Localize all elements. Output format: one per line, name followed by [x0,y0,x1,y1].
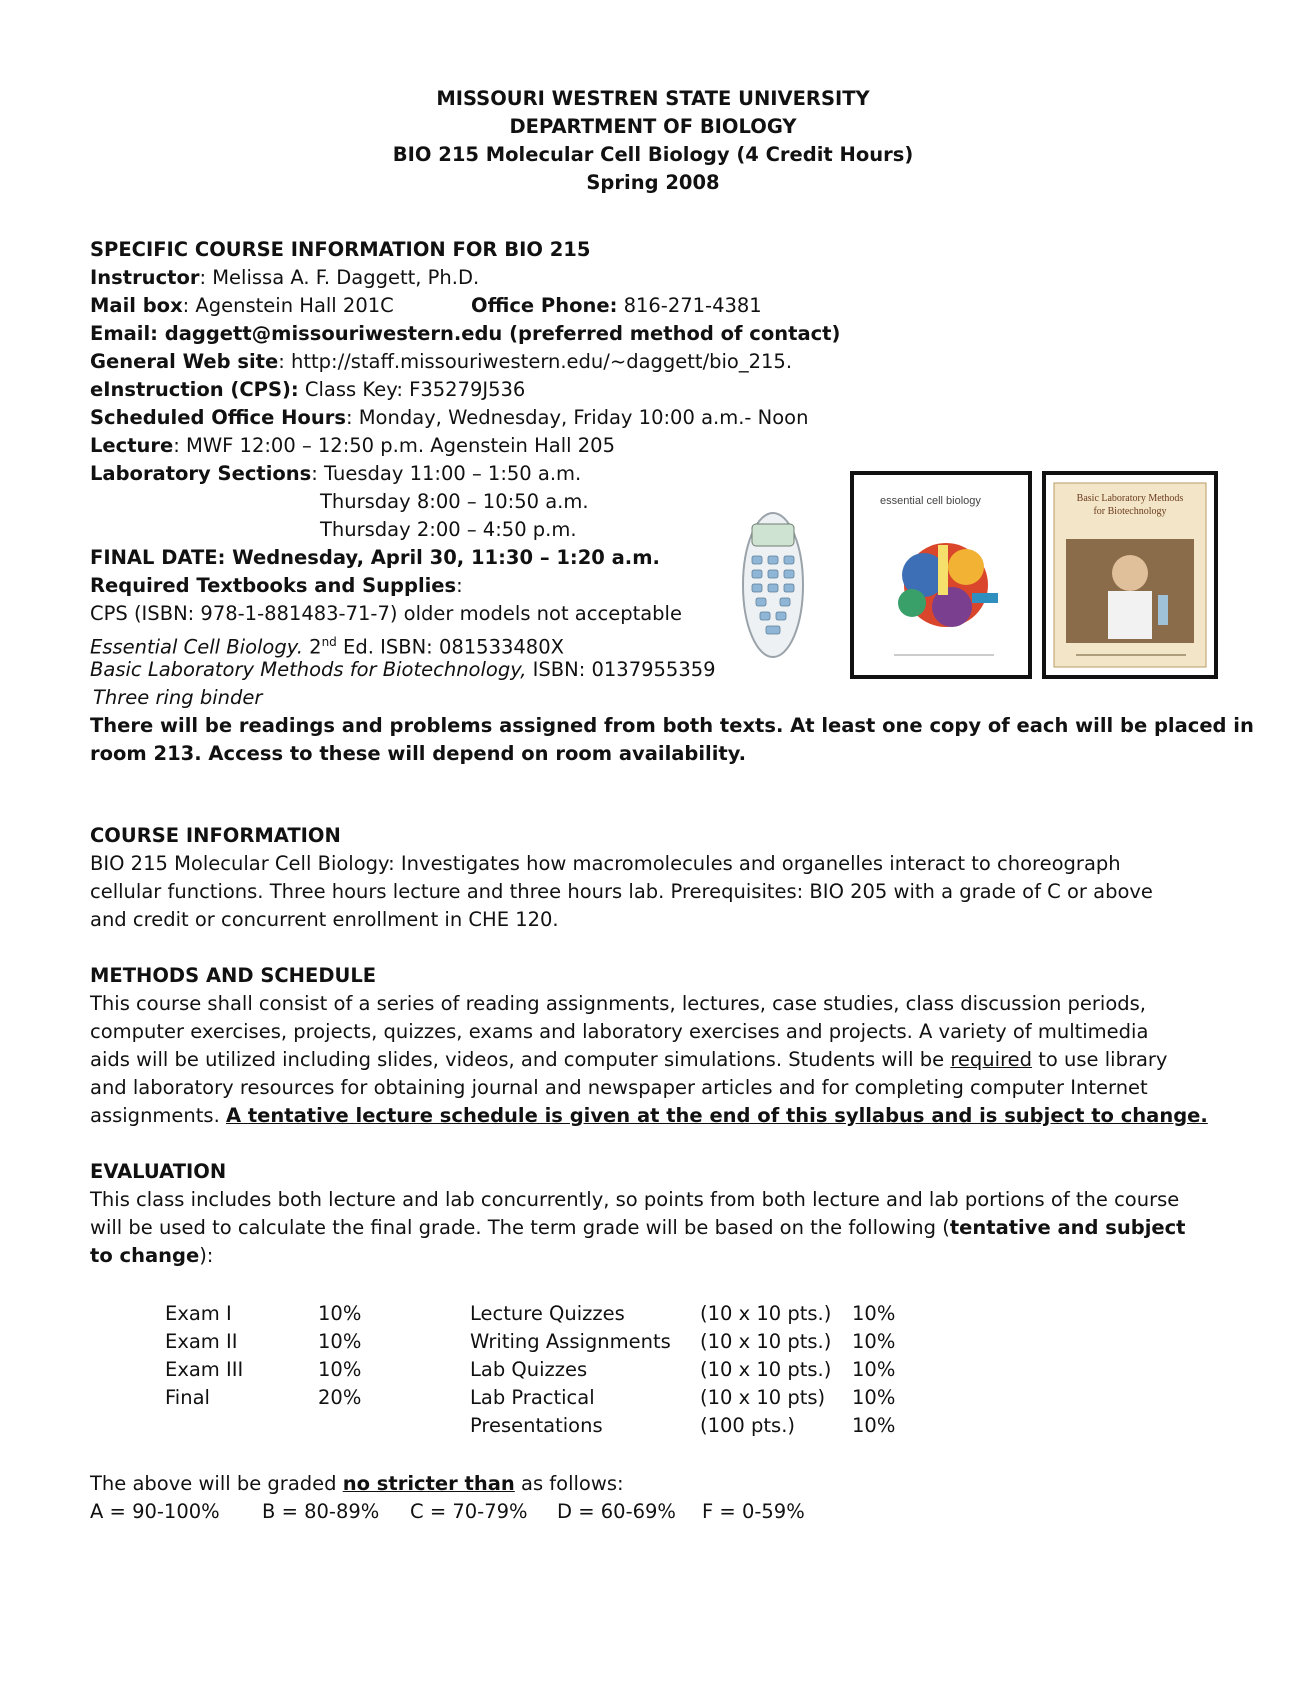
readings-line-1: There will be readings and problems assigned from both texts. At least one copy of each will be placed in [90,714,1254,737]
grade-right-name: Lab Quizzes [470,1358,588,1381]
grade-right-pct: 10% [852,1386,896,1409]
office-hours-line [90,404,808,432]
evaluation-heading: EVALUATION [90,1160,227,1183]
lab-section-3: Thursday 2:00 – 4:50 p.m. [320,518,577,541]
book1-isbn: Ed. ISBN: 081533480X [336,635,564,659]
grade-right-name: Lecture Quizzes [470,1302,625,1325]
web-line [90,348,792,376]
grade-right-pct: 10% [852,1358,896,1381]
book2-cover-text-2: for Biotechnology [1093,506,1167,517]
lab-sections-label: Laboratory Sections [90,462,312,485]
grading-scale-intro-post: as follows: [514,1472,624,1495]
methods-line-3-post: to use library [1032,1048,1168,1071]
book1-cover-image [850,471,1032,679]
grade-b: B = 80-89% [262,1500,380,1523]
book1-title: Essential Cell Biology. [90,635,303,659]
book2-cover-text-1: Basic Laboratory Methods [1076,493,1184,504]
grade-left-name: Exam III [165,1358,244,1381]
grade-left-pct: 20% [318,1386,362,1409]
mailbox-label: Mail box [90,294,183,317]
lecture-label: Lecture [90,434,174,457]
methods-line-5-pre: assignments. [90,1104,226,1127]
grade-left-name: Final [165,1386,210,1409]
readings-line-2: room 213. Access to these will depend on room availability. [90,742,747,765]
methods-heading: METHODS AND SCHEDULE [90,964,377,987]
evaluation-line-1: This class includes both lecture and lab concurrently, so points from both lecture and lab portions of the course [90,1188,1180,1211]
instructor-line [90,264,479,292]
cps-item-line: CPS (ISBN: 978-1-881483-71-7) older models not acceptable [90,602,682,625]
course-info-line-1: BIO 215 Molecular Cell Biology: Investigates how macromolecules and organelles interact to choreograph [90,852,1121,875]
phone-value: 816-271-4381 [617,294,762,317]
methods-line-2: computer exercises, projects, quizzes, exams and laboratory exercises and projects. A variety of multimedia [90,1020,1149,1043]
grade-c: C = 70-79% [410,1500,528,1523]
grading-scale-no-stricter: no stricter than [342,1472,515,1495]
department-title: DEPARTMENT OF BIOLOGY [509,115,797,138]
grade-right-points: (10 x 10 pts.) [700,1358,832,1381]
grade-right-name: Writing Assignments [470,1330,671,1353]
evaluation-to-change: to change [90,1244,200,1267]
cps-clicker-image [738,510,808,660]
grade-right-points: (10 x 10 pts.) [700,1302,832,1325]
lab-section-1: : Tuesday 11:00 – 1:50 a.m. [311,462,582,485]
evaluation-tentative: tentative and subject [949,1216,1186,1239]
evaluation-line-2 [90,1214,1186,1242]
specific-heading: SPECIFIC COURSE INFORMATION FOR BIO 215 [90,238,591,261]
grade-left-name: Exam I [165,1302,232,1325]
methods-line-3-pre: aids will be utilized including slides, videos, and computer simulations. Students will be [90,1048,951,1071]
course-info-line-3: and credit or concurrent enrollment in CHE 120. [90,908,559,931]
grade-left-pct: 10% [318,1358,362,1381]
book1-edition-sup: nd [321,635,337,649]
course-title: BIO 215 Molecular Cell Biology (4 Credit Hours) [392,143,914,166]
final-date-line: FINAL DATE: Wednesday, April 30, 11:30 – 1:20 a.m. [90,546,660,569]
methods-required: required [950,1048,1033,1071]
grade-right-points: (10 x 10 pts) [700,1386,826,1409]
grade-right-pct: 10% [852,1302,896,1325]
grading-scale-intro-pre: The above will be graded [90,1472,343,1495]
phone-line [471,292,762,320]
grade-left-pct: 10% [318,1330,362,1353]
grade-a: A = 90-100% [90,1500,220,1523]
office-hours-label: Scheduled Office Hours [90,406,346,429]
book1-edition: 2 [302,635,322,659]
grade-left-pct: 10% [318,1302,362,1325]
grade-right-pct: 10% [852,1414,896,1437]
office-hours-value: : Monday, Wednesday, Friday 10:00 a.m.- Noon [345,406,809,429]
term-title: Spring 2008 [586,171,720,194]
textbooks-colon: : [456,574,463,597]
grade-right-name: Lab Practical [470,1386,595,1409]
book2-title: Basic Laboratory Methods for Biotechnology, [90,658,527,681]
methods-line-5 [90,1102,1208,1130]
binder-line: Three ring binder [93,686,263,709]
book2-line [90,656,716,684]
grade-f: F = 0-59% [702,1500,805,1523]
instructor-label: Instructor [90,266,200,289]
grade-right-points: (10 x 10 pts.) [700,1330,832,1353]
lecture-value: : MWF 12:00 – 12:50 p.m. Agenstein Hall 205 [173,434,615,457]
university-title: MISSOURI WESTREN STATE UNIVERSITY [436,87,870,110]
methods-line-1: This course shall consist of a series of reading assignments, lectures, case studies, class discussion periods, [90,992,1147,1015]
book2-isbn: ISBN: 0137955359 [526,658,716,681]
web-label: General Web site [90,350,279,373]
grading-scale-intro [90,1470,624,1498]
web-value[interactable]: : http://staff.missouriwestern.edu/~daggett/bio_215. [278,350,793,373]
grade-left-name: Exam II [165,1330,238,1353]
lab-sections-line [90,460,581,488]
grade-right-pct: 10% [852,1330,896,1353]
book2-cover-image [1042,471,1218,679]
mailbox-value: : Agenstein Hall 201C [182,294,394,317]
email-line: Email: daggett@missouriwestern.edu (preferred method of contact) [90,322,841,345]
grade-right-points: (100 pts.) [700,1414,796,1437]
grade-right-name: Presentations [470,1414,603,1437]
course-info-heading: COURSE INFORMATION [90,824,341,847]
evaluation-line-3-post: ): [199,1244,214,1267]
textbooks-line [90,572,463,600]
cps-label: eInstruction (CPS): [90,378,299,401]
phone-label: Office Phone: [471,294,618,317]
course-info-line-2: cellular functions. Three hours lecture and three hours lab. Prerequisites: BIO 205 with a grade of C or above [90,880,1153,903]
grade-d: D = 60-69% [557,1500,676,1523]
evaluation-line-3 [90,1242,213,1270]
lab-section-2: Thursday 8:00 – 10:50 a.m. [320,490,589,513]
textbooks-label: Required Textbooks and Supplies [90,574,457,597]
book1-cover-text: essential cell biology [880,495,981,507]
instructor-value: : Melissa A. F. Daggett, Ph.D. [199,266,480,289]
evaluation-line-2-pre: will be used to calculate the final grade. The term grade will be based on the following ( [90,1216,950,1239]
cps-value: Class Key: F35279J536 [298,378,526,401]
lecture-line [90,432,615,460]
cps-line [90,376,525,404]
methods-schedule-note: A tentative lecture schedule is given at the end of this syllabus and is subject to change. [225,1104,1208,1127]
methods-line-3 [90,1046,1167,1074]
mailbox-line [90,292,394,320]
methods-line-4: and laboratory resources for obtaining journal and newspaper articles and for completing computer Internet [90,1076,1148,1099]
